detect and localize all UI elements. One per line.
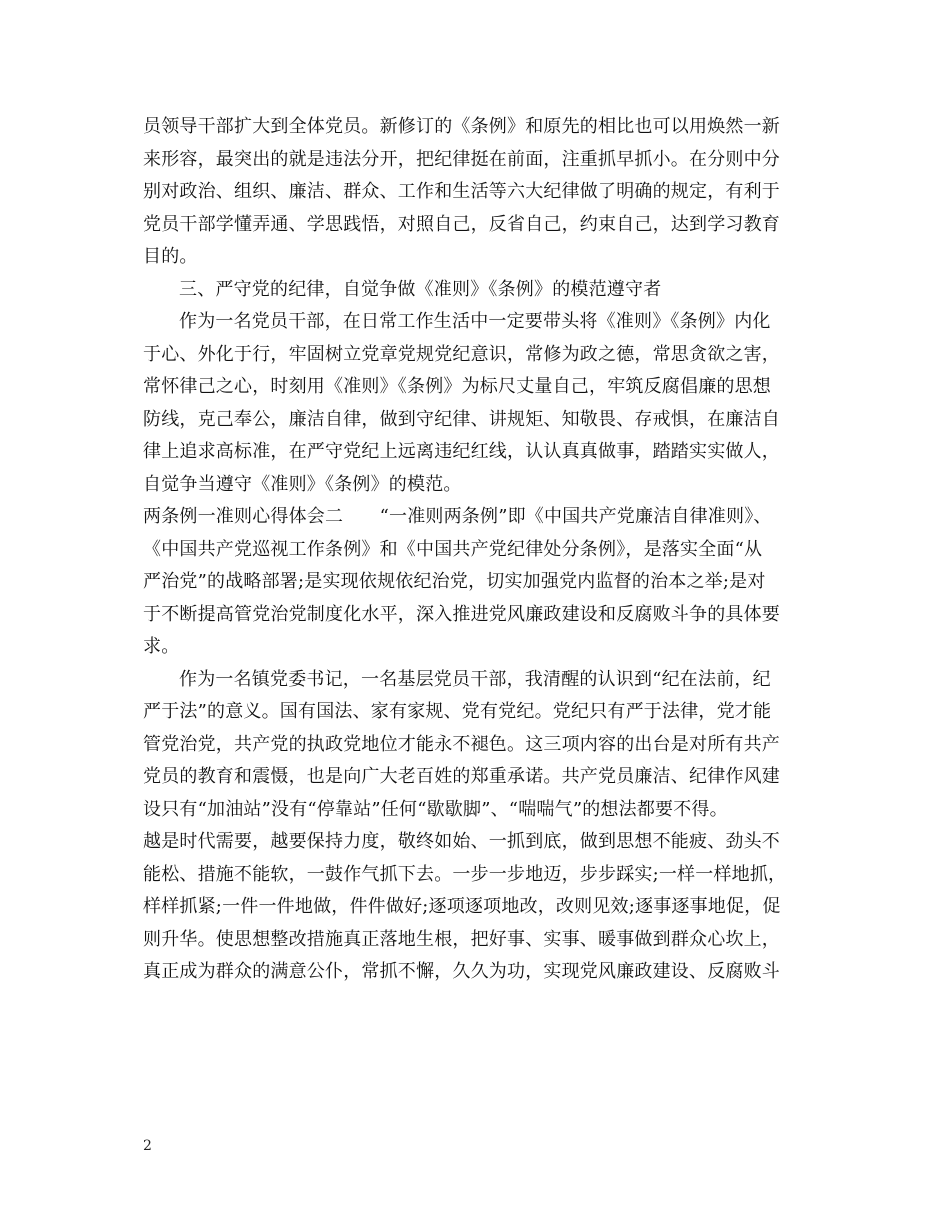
text-line: 常怀律己之心，时刻用《准则》《条例》为标尺丈量自己，牢筑反腐倡廉的思想	[143, 376, 771, 397]
document-body	[143, 111, 815, 989]
text-line: 自觉争当遵守《准则》《条例》的模范。	[143, 473, 462, 495]
text-line: 《中国共产党巡视工作条例》和《中国共产党纪律处分条例》，是落实全面“从	[143, 538, 763, 560]
text-line: 于不断提高管党治党制度化水平，深入推进党风廉政建设和反腐败斗争的具体要	[143, 603, 780, 625]
text-line: 三、严守党的纪律，自觉争做《准则》《条例》的模范遵守者	[179, 278, 662, 300]
text-line: 越是时代需要，越要保持力度，敬终如始、一抓到底，做到思想不能疲、劲头不	[143, 831, 780, 852]
text-line: 样样抓紧;一件一件地做，件件做好;逐项逐项地改，改则见效;逐事逐事地促，促	[143, 896, 781, 917]
text-line: 两条例一准则心得体会二 “一准则两条例”即《中国共产党廉洁自律准则》、	[143, 506, 772, 527]
text-line: 管党治党，共产党的执政党地位才能永不褪色。这三项内容的出台是对所有共产	[143, 733, 780, 755]
text-line: 作为一名党员干部，在日常工作生活中一定要带头将《准则》《条例》内化	[179, 311, 771, 332]
text-line: 求。	[143, 636, 180, 657]
text-line: 作为一名镇党委书记，一名基层党员干部，我清醒的认识到“纪在法前，纪	[179, 668, 771, 690]
text-line: 严于法”的意义。国有国法、家有家规、党有党纪。党纪只有严于法律，党才能	[143, 701, 772, 722]
text-line: 员领导干部扩大到全体党员。新修订的《条例》和原先的相比也可以用焕然一新	[143, 116, 780, 137]
text-line: 来形容，最突出的就是违法分开，把纪律挺在前面，注重抓早抓小。在分则中分	[143, 148, 780, 170]
page-number: 2	[143, 1138, 152, 1154]
text-line: 党员的教育和震慑，也是向广大老百姓的郑重承诺。共产党员廉洁、纪律作风建	[143, 766, 780, 787]
text-line: 真正成为群众的满意公仆，常抓不懈，久久为功，实现党风廉政建设、反腐败斗	[143, 961, 780, 982]
text-line: 于心、外化于行，牢固树立党章党规党纪意识，常修为政之德，常思贪欲之害，	[143, 343, 780, 365]
text-line: 防线，克己奉公，廉洁自律，做到守纪律、讲规矩、知敬畏、存戒惧，在廉洁自	[143, 408, 780, 430]
text-line: 设只有“加油站”没有“停靠站”任何“歇歇脚”、“喘喘气”的想法都要不得。	[143, 798, 728, 820]
text-line: 严治党”的战略部署;是实现依规依纪治党，切实加强党内监督的治本之举;是对	[143, 571, 766, 592]
text-line: 党员干部学懂弄通、学思践悟，对照自己，反省自己，约束自己，达到学习教育	[143, 213, 780, 235]
text-line: 目的。	[143, 246, 198, 267]
text-line: 别对政治、组织、廉洁、群众、工作和生活等六大纪律做了明确的规定，有利于	[143, 181, 780, 202]
text-line: 律上追求高标准，在严守党纪上远离违纪红线，认认真真做事，踏踏实实做人，	[143, 441, 780, 462]
text-line: 则升华。使思想整改措施真正落地生根，把好事、实事、暖事做到群众心坎上，	[143, 928, 780, 950]
text-line: 能松、措施不能软，一鼓作气抓下去。一步一步地迈，步步踩实;一样一样地抓，	[143, 863, 787, 885]
